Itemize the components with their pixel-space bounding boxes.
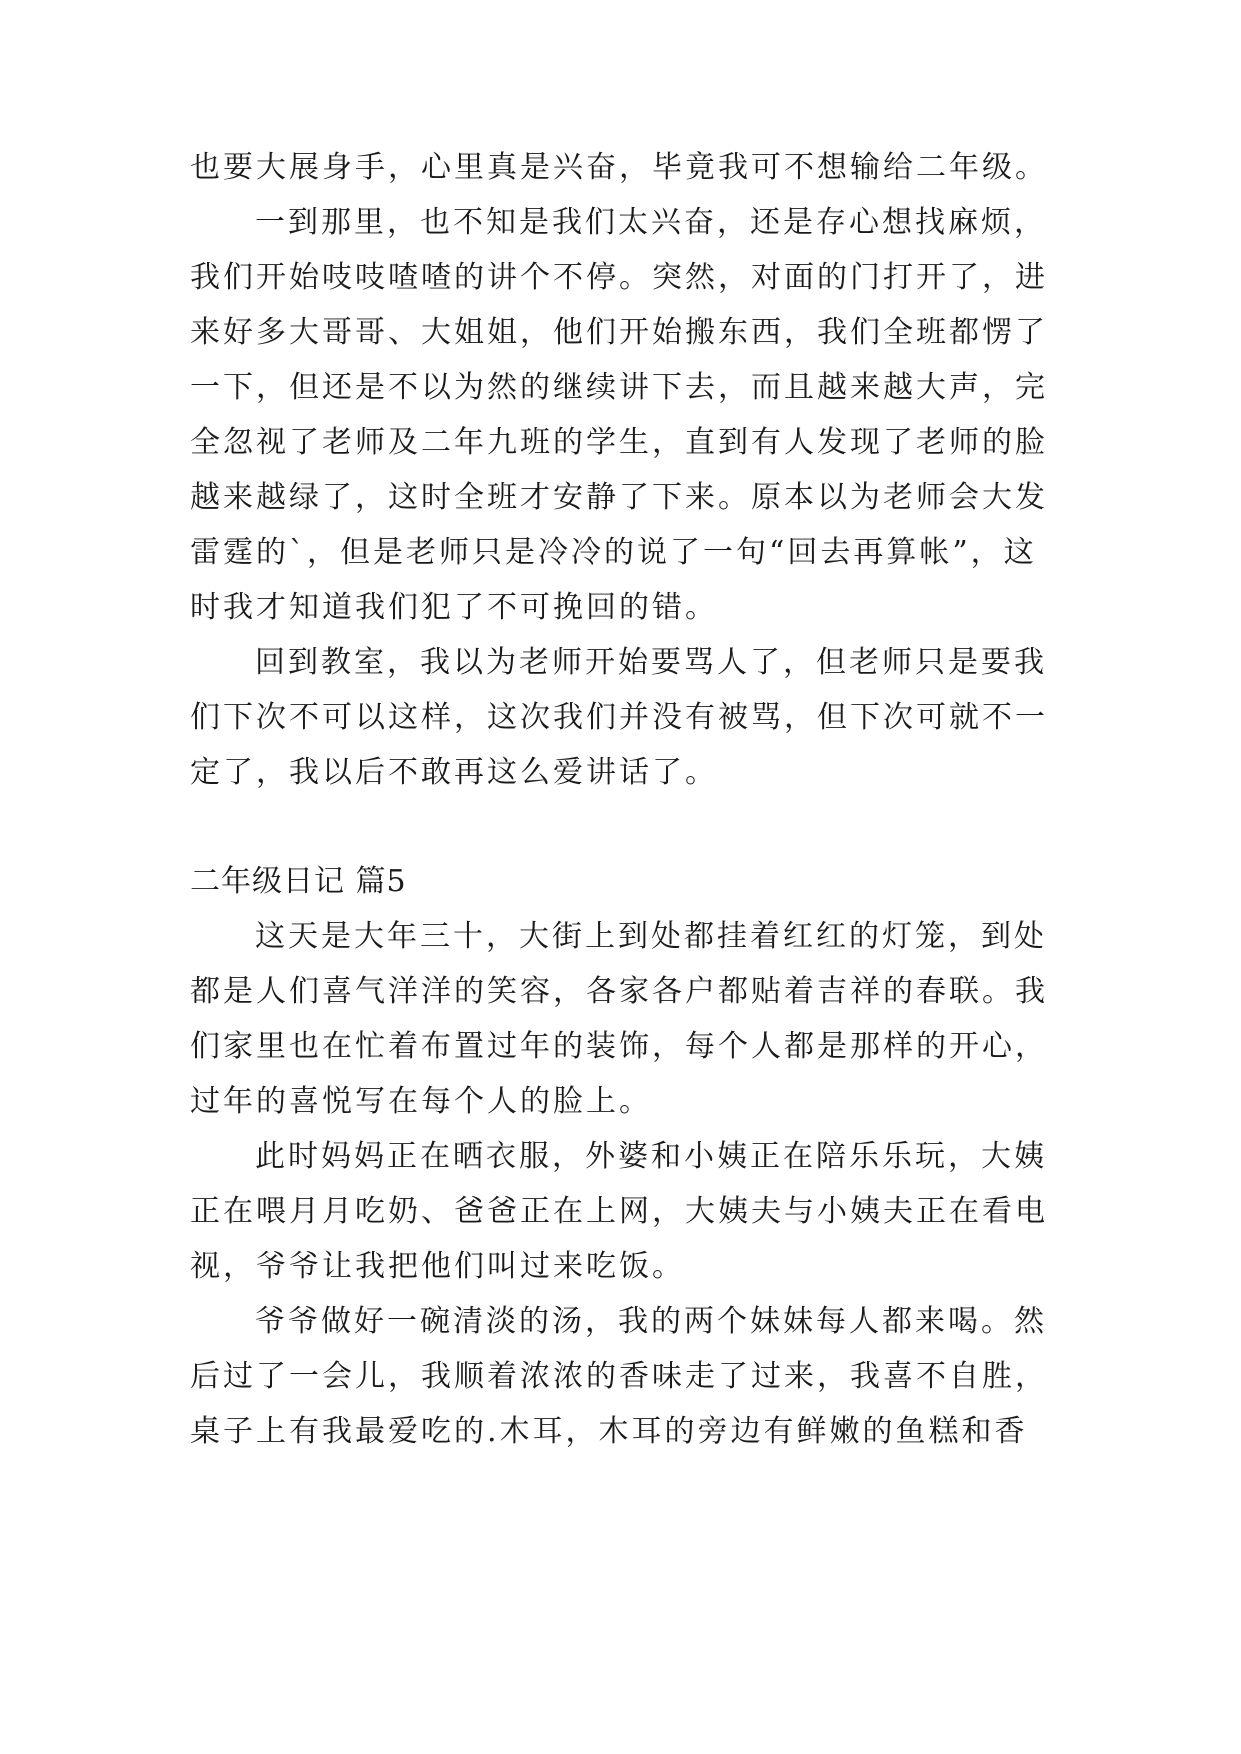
text-line: 时我才知道我们犯了不可挽回的错。 xyxy=(190,590,718,625)
text-line: 我们开始吱吱喳喳的讲个不停。突然，对面的门打开了，进 xyxy=(190,260,1048,295)
text-line: 来好多大哥哥、大姐姐，他们开始搬东西，我们全班都愣了 xyxy=(190,315,1048,350)
text-line: 过年的喜悦写在每个人的脸上。 xyxy=(190,1084,652,1119)
text-line: 视，爷爷让我把他们叫过来吃饭。 xyxy=(190,1249,685,1284)
paragraph-start: 一到那里，也不知是我们太兴奋，还是存心想找麻烦， xyxy=(255,205,1047,240)
paragraph-start: 此时妈妈正在晒衣服，外婆和小姨正在陪乐乐玩，大姨 xyxy=(255,1139,1047,1174)
text-line: 雷霆的`，但是老师只是冷冷的说了一句“回去再算帐”，这 xyxy=(190,535,1037,570)
text-line: 也要大展身手，心里真是兴奋，毕竟我可不想输给二年级。 xyxy=(190,150,1048,185)
text-line: 一下，但还是不以为然的继续讲下去，而且越来越大声，完 xyxy=(190,370,1048,405)
text-line: 越来越绿了，这时全班才安静了下来。原本以为老师会大发 xyxy=(190,480,1048,515)
text-line: 后过了一会儿，我顺着浓浓的香味走了过来，我喜不自胜， xyxy=(190,1359,1048,1394)
text-line: 们家里也在忙着布置过年的装饰，每个人都是那样的开心， xyxy=(190,1029,1048,1064)
text-line: 正在喂月月吃奶、爸爸正在上网，大姨夫与小姨夫正在看电 xyxy=(190,1194,1048,1229)
section-heading: 二年级日记 篇5 xyxy=(190,864,407,899)
paragraph-start: 爷爷做好一碗清淡的汤，我的两个妹妹每人都来喝。然 xyxy=(255,1304,1047,1339)
text-line: 定了，我以后不敢再这么爱讲话了。 xyxy=(190,755,718,790)
text-line: 全忽视了老师及二年九班的学生，直到有人发现了老师的脸 xyxy=(190,425,1048,460)
text-line: 们下次不可以这样，这次我们并没有被骂，但下次可就不一 xyxy=(190,700,1048,735)
paragraph-start: 这天是大年三十，大街上到处都挂着红红的灯笼，到处 xyxy=(255,919,1047,954)
text-line: 桌子上有我最爱吃的.木耳，木耳的旁边有鲜嫩的鱼糕和香 xyxy=(190,1414,1028,1449)
paragraph-start: 回到教室，我以为老师开始要骂人了，但老师只是要我 xyxy=(255,645,1047,680)
text-line: 都是人们喜气洋洋的笑容，各家各户都贴着吉祥的春联。我 xyxy=(190,974,1048,1009)
